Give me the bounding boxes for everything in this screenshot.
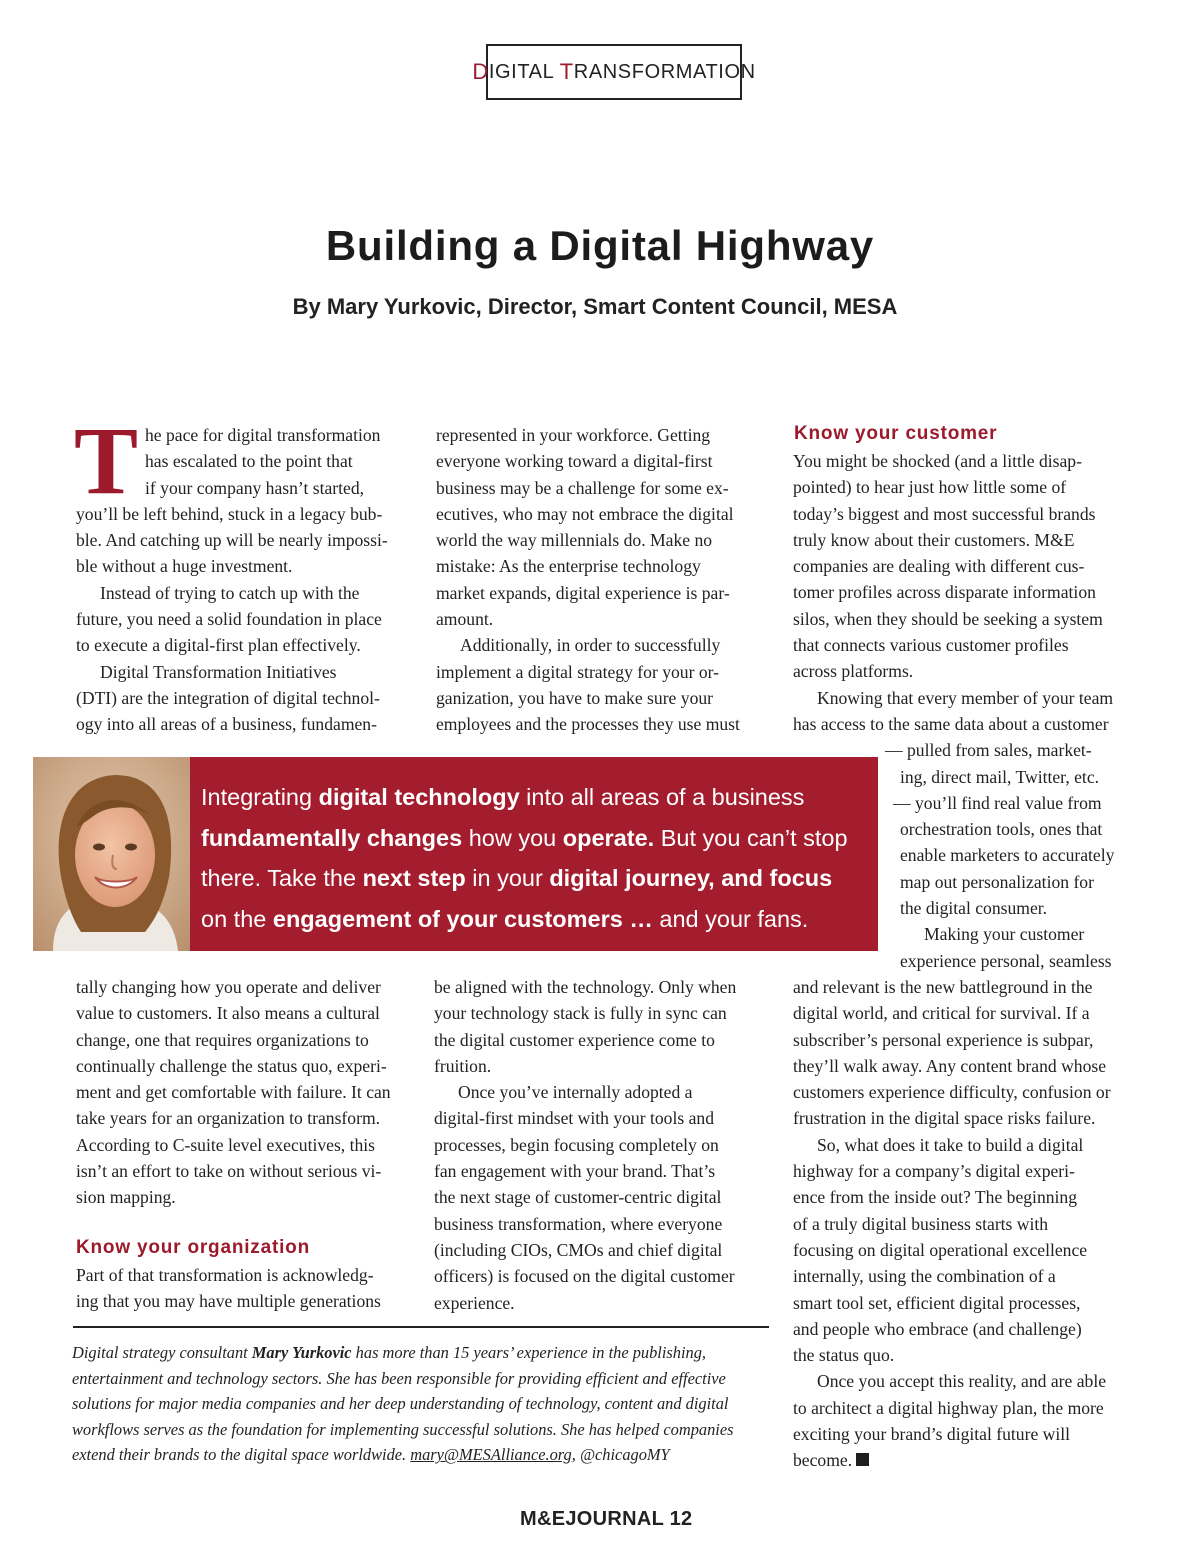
bio-author-name: Mary Yurkovic [251,1343,352,1362]
text-line: pointed) to hear just how little some of [793,477,1067,498]
text-line: the status quo. [793,1345,895,1366]
text-line: business transformation, where everyone [434,1213,723,1234]
text-line: ing that you may have multiple generations [76,1291,381,1312]
text-line: experience. [434,1292,515,1313]
quote-span: how you [462,824,563,851]
byline: By Mary Yurkovic, Director, Smart Content Council, MESA [292,294,898,319]
text-line: ogy into all areas of a business, fundamen- [76,714,377,735]
text-line [793,1447,1114,1473]
text-line: ence from the inside out? The beginning [793,1187,1078,1208]
pull-quote-line [201,818,881,859]
text-line: (DTI) are the integration of digital technol- [76,687,380,708]
text-line: your technology stack is fully in sync can [434,1003,727,1024]
column-3 [793,448,1114,1474]
text-line: that connects various customer profiles [793,635,1069,656]
pull-quote-line [201,777,881,818]
bio-span: , @chicagoMY [571,1445,670,1465]
quote-span: on the [201,905,273,932]
text-line: the digital customer experience come to [434,1029,715,1050]
section-tag [472,44,756,100]
quote-emphasis: operate. [562,824,655,851]
text-line: focusing on digital operational excellence [793,1239,1088,1260]
black-square-icon [856,1453,869,1466]
text-line: — pulled from sales, market- [885,740,1092,761]
text-line: map out personalization for [900,871,1094,892]
bio-divider [73,1326,769,1328]
text-line: mistake: As the enterprise technology [436,556,701,577]
text-line: employees and the processes they use must [436,714,740,735]
text-line: Instead of trying to catch up with the [100,582,360,603]
text-line: ble. And catching up will be nearly impossi- [76,530,388,551]
text-line: tally changing how you operate and deliver [76,977,381,997]
column-2-top [436,422,740,738]
quote-emphasis: fundamentally changes [201,824,463,851]
text-line: continually challenge the status quo, experi- [76,1055,387,1076]
quote-emphasis: next step [362,865,466,891]
text-line: world the way millennials do. Make no [436,530,713,551]
text-line: digital world, and critical for survival. If a [793,1003,1090,1024]
text-line: you’ll be left behind, stuck in a legacy bub- [76,503,383,524]
bio-span: has more than 15 years’ experience in the publishing, [351,1343,707,1362]
text-line: customers experience difficulty, confusion or [793,1082,1111,1103]
text-line-end: become. [793,1450,853,1471]
text-line: future, you need a solid foundation in place [76,609,382,630]
text-line: ment and get comfortable with failure. It can [76,1082,391,1103]
text-line: across platforms. [793,661,914,682]
text-line: truly know about their customers. M&E [793,529,1075,550]
text-line: market expands, digital experience is par- [436,582,730,603]
text-line: to execute a digital-first plan effectively. [76,635,361,656]
page-footer [520,1508,692,1531]
article-title: Building a Digital Highway [325,222,875,269]
text-line: You might be shocked (and a little disap- [793,451,1082,471]
text-line: Once you accept this reality, and are able [817,1371,1107,1392]
text-line: Once you’ve internally adopted a [458,1082,693,1103]
author-bio [72,1340,772,1468]
text-line: has escalated to the point that [145,451,353,472]
bio-line: solutions for major media companies and her deep understanding of technology, content and digital [72,1394,729,1414]
text-line: Making your customer [924,924,1085,945]
text-line: and people who embrace (and challenge) [793,1318,1082,1339]
bio-line [72,1340,772,1366]
quote-emphasis: digital journey, and focus [549,865,833,891]
text-line: internally, using the combination of a [793,1266,1056,1287]
text-line: Knowing that every member of your team [817,687,1114,708]
text-line: So, what does it take to build a digital [817,1134,1084,1155]
quote-emphasis: engagement of your customers … [272,905,653,932]
bio-span: extend their brands to the digital space worldwide. [72,1445,411,1465]
text-line: enable marketers to accurately [900,845,1115,866]
text-line: orchestration tools, ones that [900,819,1103,840]
text-line: value to customers. It also means a cultural [76,1003,380,1024]
text-line: (including CIOs, CMOs and chief digital [434,1239,723,1260]
text-line: — you’ll find real value from [893,792,1102,813]
text-line: change, one that requires organizations to [76,1029,369,1050]
text-line: exciting your brand’s digital future will [793,1423,1071,1444]
section-tag-initial-2: T [559,59,574,84]
text-line: represented in your workforce. Getting [436,425,711,445]
text-line: subscriber’s personal experience is subpar, [793,1029,1094,1050]
text-line: frustration in the digital space risks failure. [793,1108,1096,1129]
text-line: ganization, you have to make sure your [436,687,714,708]
quote-span: there. Take the [201,865,363,891]
text-line: they’ll walk away. Any content brand whose [793,1055,1107,1076]
author-photo [33,757,190,951]
text-line: companies are dealing with different cus- [793,556,1085,577]
text-line: Digital Transformation Initiatives [100,661,337,682]
quote-span: into all areas of a business [519,784,805,810]
drop-cap: T [74,407,139,514]
quote-span: Integrating [201,784,319,810]
bio-line: entertainment and technology sectors. She has been responsible for providing efficient and effective [72,1368,726,1388]
author-portrait-image [33,757,190,951]
text-line: ble without a huge investment. [76,556,293,577]
text-line: Part of that transformation is acknowledg- [76,1265,374,1285]
text-line: if your company hasn’t started, [145,477,365,498]
text-line: the digital consumer. [900,898,1048,919]
text-line: silos, when they should be seeking a system [793,608,1103,629]
quote-span: and your fans. [652,905,809,932]
text-line: sion mapping. [76,1187,176,1208]
text-line: the next stage of customer-centric digital [434,1187,722,1208]
text-line: Additionally, in order to successfully [460,635,721,656]
text-line: highway for a company’s digital experi- [793,1161,1075,1182]
journal-name: M&EJOURNAL [520,1508,664,1530]
text-line: digital-first mindset with your tools and [434,1108,715,1129]
heading-know-your-organization: Know your organization [76,1237,310,1258]
text-line: isn’t an effort to take on without serious vi- [76,1161,382,1182]
text-line: officers) is focused on the digital customer [434,1266,735,1287]
text-line: everyone working toward a digital-first [436,451,713,472]
text-line: smart tool set, efficient digital processes, [793,1292,1081,1313]
pull-quote-line [201,858,881,899]
text-line: tomer profiles across disparate information [793,582,1096,603]
bio-line [72,1442,772,1468]
text-line: fan engagement with your brand. That’s [434,1161,716,1182]
bio-span: Digital strategy consultant [72,1343,252,1362]
text-line: he pace for digital transformation [145,425,381,445]
text-line: ing, direct mail, Twitter, etc. [900,766,1100,787]
section-tag-rest-2: RANSFORMATION [573,60,756,83]
column-1-bottom-continued [76,1262,381,1315]
pull-quote [33,757,878,951]
quote-emphasis: digital technology [318,784,520,810]
quote-span: in your [465,865,550,891]
quote-span: But you can’t stop [654,824,848,851]
section-tag-rest-1: IGITAL [488,60,560,83]
text-line: has access to the same data about a customer [793,713,1109,734]
pull-quote-text [201,777,881,939]
column-1-top [74,407,388,738]
text-line: business may be a challenge for some ex- [436,477,729,498]
bio-line: workflows serves as the foundation for implementing successful solutions. She has helped companies [72,1419,734,1439]
section-tag-initial-1: D [472,59,489,84]
text-line: According to C-suite level executives, this [76,1134,376,1155]
heading-know-your-customer: Know your customer [794,423,998,444]
text-line: take years for an organization to transform. [76,1108,381,1129]
text-line: experience personal, seamless [900,950,1112,971]
column-1-bottom [76,974,391,1211]
text-line: processes, begin focusing completely on [434,1134,719,1155]
text-line: implement a digital strategy for your or- [436,661,720,682]
page-number: 12 [669,1508,693,1530]
text-line: of a truly digital business starts with [793,1213,1049,1234]
pull-quote-line [201,899,881,940]
text-line: ecutives, who may not embrace the digital [436,503,734,524]
text-line: amount. [436,609,494,630]
text-line: today’s biggest and most successful brands [793,503,1096,524]
column-2-bottom [434,974,736,1316]
author-email-link[interactable]: mary@MESAlliance.org [410,1445,572,1465]
text-line: to architect a digital highway plan, the more [793,1397,1104,1418]
text-line: and relevant is the new battleground in the [793,976,1093,997]
text-line: be aligned with the technology. Only when [434,977,737,997]
text-line: fruition. [434,1055,492,1076]
